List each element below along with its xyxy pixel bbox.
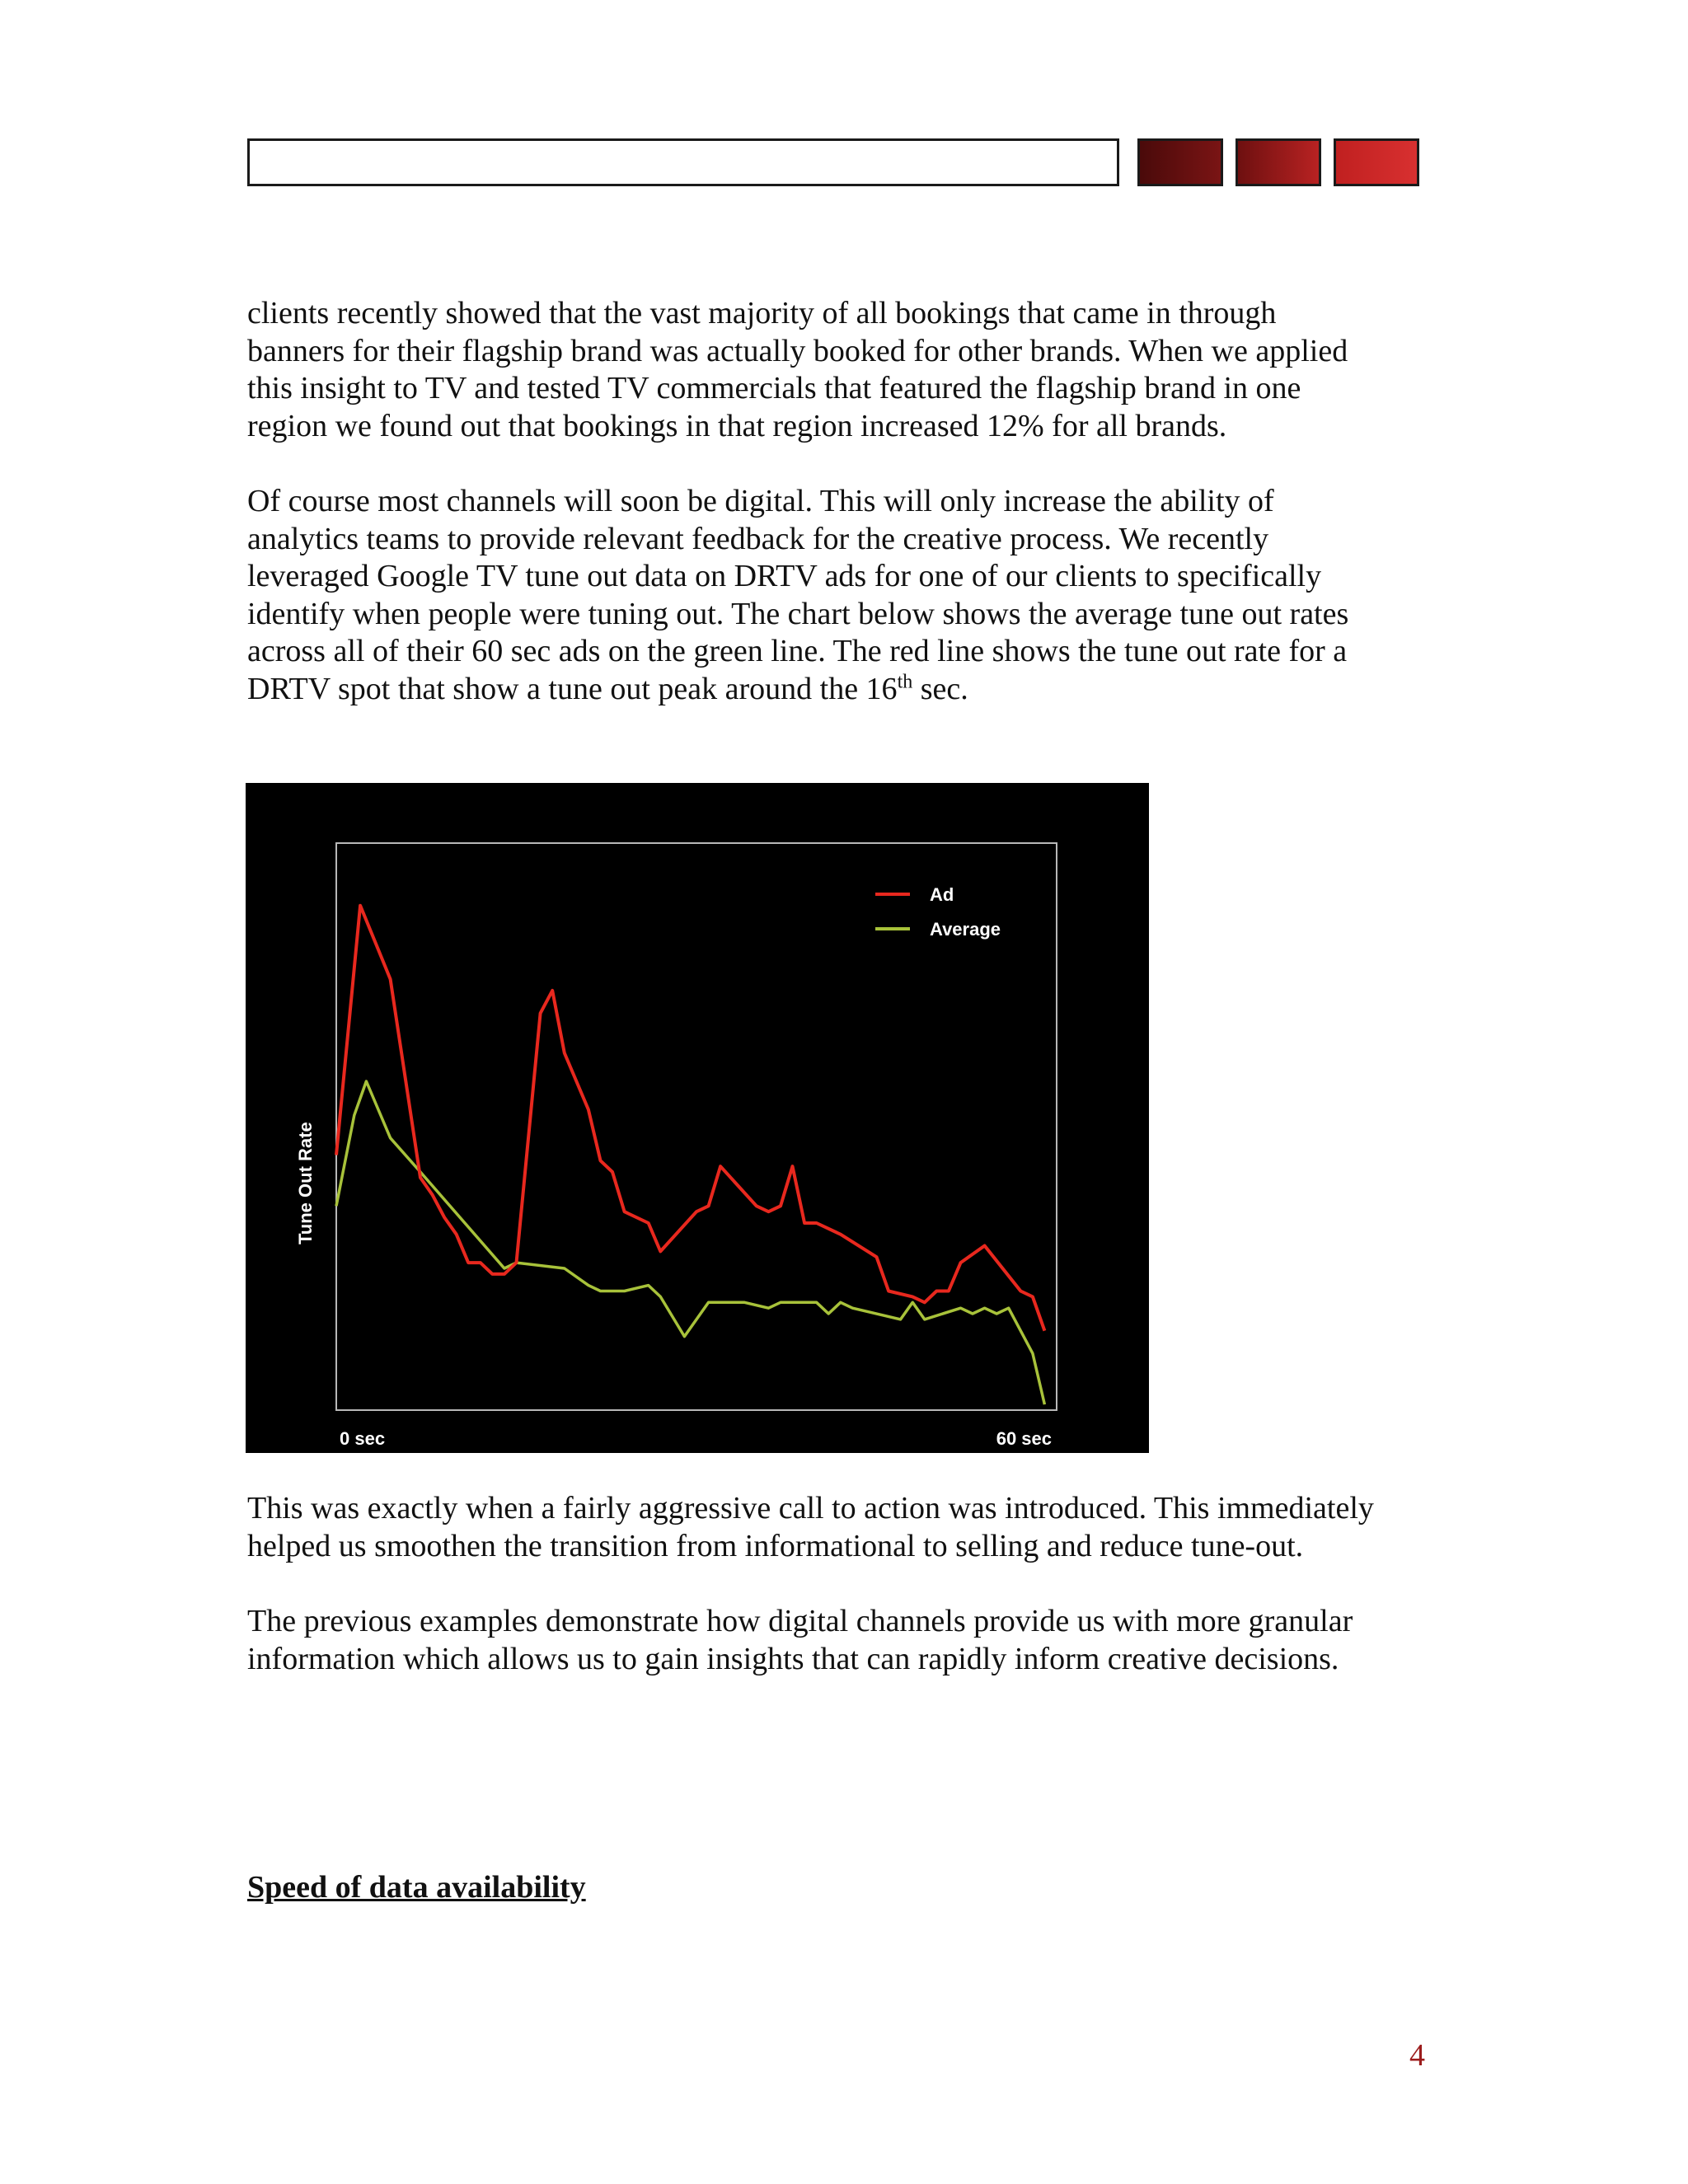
header-bar	[247, 138, 1119, 186]
header-square-light	[1334, 138, 1419, 186]
x-tick-label-end: 60 sec	[996, 1428, 1052, 1449]
ordinal-suffix: th	[897, 670, 913, 692]
paragraph-digital-text: Of course most channels will soon be digital. This will only increase the ability of analytics teams to provide relevant feedback for the creative process. We recently leveraged Google TV tune out data on DRTV ads for one of our clients to specifically identify when people were tuning out. The chart below shows the average tune out rates across all of their 60 sec ads on the green line. The red line shows the tune out rate for a DRTV spot that show a tune out peak around the 16	[247, 484, 1349, 706]
paragraph-bookings: clients recently showed that the vast majority of all bookings that came in through banners for their flagship brand was actually booked for other brands. When we applied this insight to TV and tested TV commercials that featured the flagship brand in one region we found out that bookings in that region increased 12% for all brands.	[247, 296, 1348, 443]
x-tick-label-start: 0 sec	[340, 1428, 386, 1449]
legend-label-average: Average	[930, 919, 1001, 940]
page-number: 4	[1409, 2038, 1425, 2073]
paragraph-call-to-action: This was exactly when a fairly aggressive call to action was introduced. This immediately helped us smoothen the transition from informational to selling and reduce tune-out.	[247, 1491, 1374, 1563]
header-square-dark	[1137, 138, 1223, 186]
paragraph-digital-channels	[247, 483, 1442, 708]
section-heading: Speed of data availability	[247, 1870, 586, 1905]
y-axis-label: Tune Out Rate	[295, 1122, 316, 1244]
header-square-medium	[1236, 138, 1321, 186]
legend-label-ad: Ad	[930, 884, 954, 905]
series-line-average	[336, 1081, 1044, 1404]
series-line-ad	[336, 906, 1044, 1331]
tune-out-chart-svg	[246, 783, 1149, 1453]
paragraph-digital-end: sec.	[912, 671, 968, 706]
paragraph-granular-information: The previous examples demonstrate how digital channels provide us with more granular information which allows us to gain insights that can rapidly inform creative decisions.	[247, 1604, 1353, 1676]
tune-out-chart	[246, 783, 1149, 1453]
